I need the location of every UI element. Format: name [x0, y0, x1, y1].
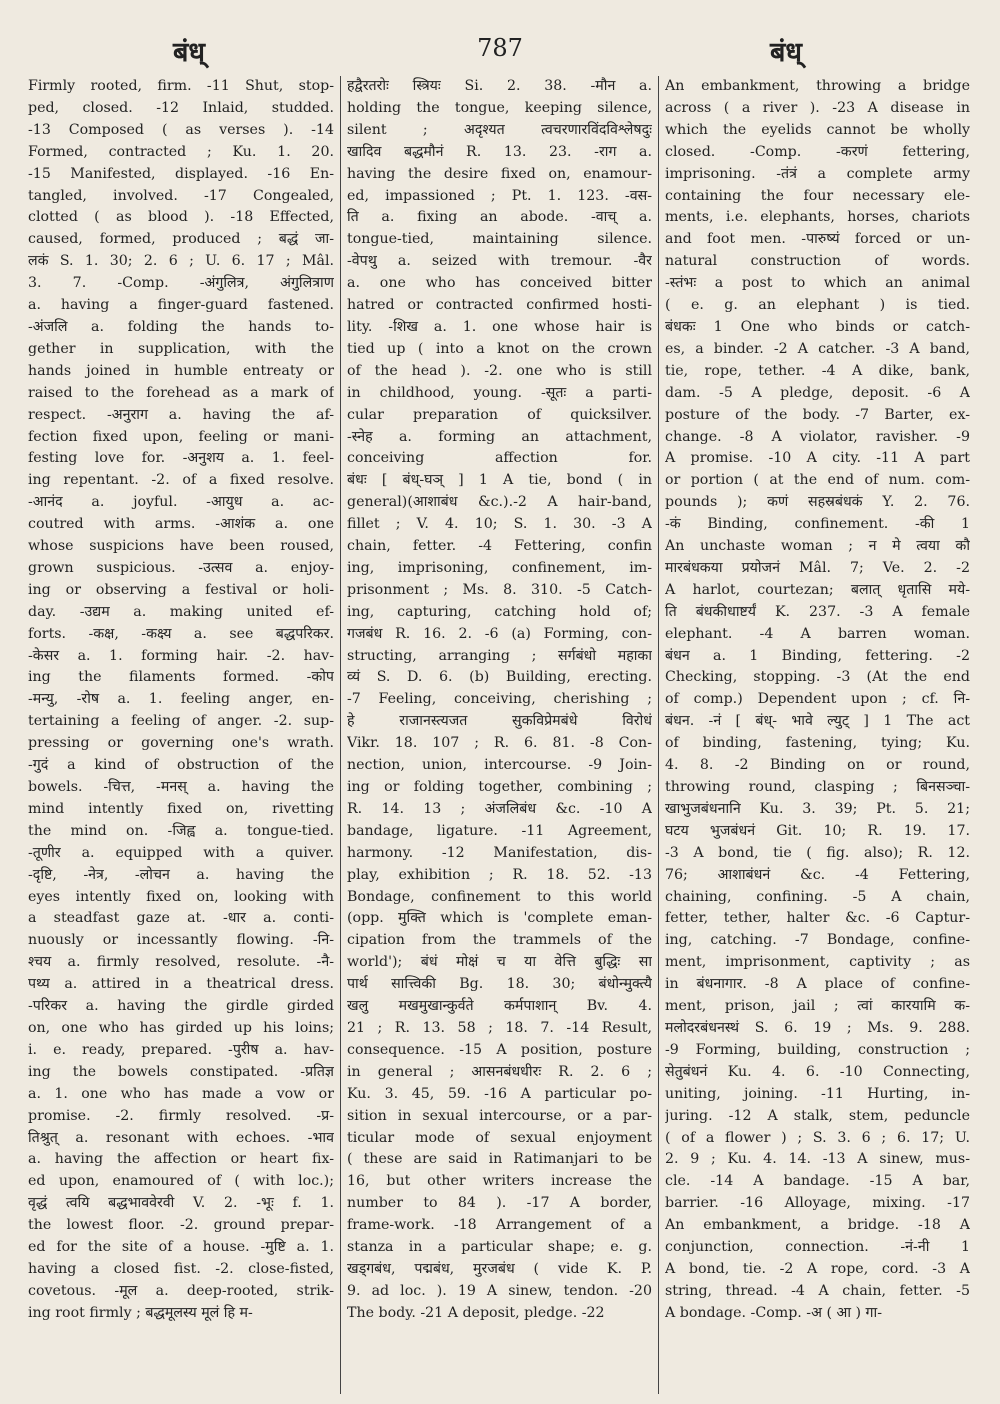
text-line: of comp.) Dependent upon ; cf. नि-: [665, 691, 970, 708]
text-line: natural construction of words.: [665, 253, 970, 270]
text-line: i. e. ready, prepared. -पुरीष a. hav-: [28, 1041, 334, 1058]
text-line: holding the tongue, keeping silence,: [347, 99, 652, 116]
text-line: मारबंधकया प्रयोजनं Mâl. 7; Ve. 2. -2: [665, 559, 970, 576]
text-line: es, a binder. -2 A catcher. -3 A band,: [665, 340, 970, 357]
text-line: ed for the site of a house. -मुष्टि a. 1.: [28, 1239, 334, 1256]
text-line: -वेपथु a. seized with tremour. -वैर: [347, 253, 652, 270]
text-line: on, one who has girded up his loins;: [28, 1019, 334, 1036]
text-line: ing or observing a festival or holi-: [28, 581, 334, 598]
text-line: respect. -अनुराग a. having the af-: [28, 406, 334, 423]
text-line: घटय भुजबंधनं Git. 10; R. 19. 17.: [665, 822, 970, 839]
running-headword-left: बंध्: [173, 37, 206, 68]
text-line: number to 84 ). -17 A border,: [347, 1195, 652, 1212]
text-line: -आनंद a. joyful. -आयुध a. ac-: [28, 494, 334, 511]
text-line: 21 ; R. 13. 58 ; 18. 7. -14 Result,: [347, 1019, 652, 1036]
text-line: ticular mode of sexual enjoyment: [347, 1129, 652, 1146]
text-line: closed. -Comp. -करणं fettering,: [665, 143, 970, 160]
text-line: An unchaste woman ; न मे त्वया कौ: [665, 538, 970, 555]
text-line: ing, capturing, catching hold of;: [347, 603, 652, 620]
text-line: the lowest floor. -2. ground prepar-: [28, 1217, 334, 1234]
text-line: barrier. -16 Alloyage, mixing. -17: [665, 1195, 970, 1212]
text-line: a. having the affection or heart fix-: [28, 1151, 334, 1168]
text-line: ( these are said in Ratimanjari to be: [347, 1151, 652, 1168]
text-line: ing, catching. -7 Bondage, confine-: [665, 932, 970, 949]
text-line: तिश्रुत् a. resonant with echoes. -भाव: [28, 1129, 334, 1146]
text-line: ing root firmly ; बद्धमूलस्य मूलं हि म-: [28, 1304, 253, 1321]
text-line: the mind on. -जिह्व a. tongue-tied.: [28, 822, 334, 839]
text-line: a. 1. one who has made a vow or: [28, 1085, 334, 1102]
page-header: [28, 32, 972, 72]
text-line: Ku. 3. 45, 59. -16 A particular po-: [347, 1085, 652, 1102]
text-line: a. one who has conceived bitter: [347, 275, 652, 292]
text-line: conceiving affection for.: [347, 450, 652, 467]
text-line: -अंजलि a. folding the hands to-: [28, 318, 334, 335]
text-line: -मन्यु, -रोष a. 1. feeling anger, en-: [28, 691, 334, 708]
text-line: -9 Forming, building, construction ;: [665, 1041, 970, 1058]
text-line: tie, rope, tether. -4 A dike, bank,: [665, 362, 970, 379]
text-line: prisonment ; Ms. 8. 310. -5 Catch-: [347, 581, 652, 598]
text-line: festing love for. -अनुशय a. 1. feel-: [28, 450, 334, 467]
text-line: coutred with arms. -आशंक a. one: [28, 516, 334, 533]
text-line: of the head ). -2. one who is still: [347, 362, 652, 379]
text-line: -स्नेह a. forming an attachment,: [347, 428, 652, 445]
text-line: 16, but other writers increase the: [347, 1173, 652, 1190]
text-line: An embankment, throwing a bridge: [665, 78, 970, 94]
text-line: A promise. -10 A city. -11 A part: [665, 450, 970, 467]
text-line: gether in supplication, with the: [28, 340, 334, 357]
text-line: play, exhibition ; R. 18. 52. -13: [347, 866, 652, 883]
text-line: ing, imprisoning, confinement, im-: [347, 559, 652, 576]
text-line: consequence. -15 A position, posture: [347, 1041, 652, 1058]
text-line: A harlot, courtezan; बलात् धृतासि मये-: [665, 581, 970, 598]
text-line: change. -8 A violator, ravisher. -9: [665, 428, 970, 445]
running-headword-right: बंध्: [769, 37, 802, 68]
text-line: uniting, joining. -11 Hurting, in-: [665, 1085, 970, 1102]
text-line: throwing round, clasping ; बिनसञ्चा-: [665, 779, 970, 795]
text-line: ment, imprisonment, captivity ; as: [665, 954, 970, 971]
text-line: structing, arranging ; सर्गबंधो महाका: [347, 647, 652, 664]
text-line: fetter, tether, halter &c. -6 Captur-: [665, 910, 970, 927]
text-line: सेतुबंधनं Ku. 4. 6. -10 Connecting,: [665, 1063, 970, 1080]
text-line: harmony. -12 Manifestation, dis-: [347, 844, 652, 861]
text-line: dam. -5 A pledge, deposit. -6 A: [665, 384, 970, 401]
text-line: cular preparation of quicksilver.: [347, 406, 652, 423]
text-line: fection fixed upon, feeling or mani-: [28, 428, 334, 445]
text-line: whose suspicions have been roused,: [28, 538, 334, 555]
text-line: बंधन a. 1 Binding, fettering. -2: [665, 647, 970, 664]
text-line: Bondage, confinement to this world: [347, 888, 652, 905]
text-line: chain, fetter. -4 Fettering, confin: [347, 538, 652, 555]
text-line: stanza in a particular shape; e. g.: [347, 1239, 652, 1256]
text-line: ment, prison, jail ; त्वां कारयामि क-: [665, 998, 970, 1015]
text-line: mind intently fixed on, rivetting: [28, 800, 334, 817]
text-line: eyes intently fixed on, looking with: [28, 888, 334, 905]
text-line: nection, union, intercourse. -9 Join-: [347, 757, 652, 774]
text-line: juring. -12 A stalk, stem, peduncle: [665, 1107, 970, 1124]
text-line: ति a. fixing an abode. -वाच् a.: [347, 209, 652, 226]
text-line: ing or folding together, combining ;: [347, 779, 652, 795]
text-line: in बंधनागार. -8 A place of confine-: [665, 976, 970, 993]
text-line: ing the bowels constipated. -प्रतिज्ञ: [28, 1063, 334, 1080]
text-line: खड्गबंध, पद्मबंध, मुरजबंध ( vide K. P.: [347, 1260, 652, 1277]
text-line: covetous. -मूल a. deep-rooted, strik-: [28, 1282, 334, 1299]
text-line: bowels. -चित्त, -मनस् a. having the: [28, 779, 334, 795]
text-line: hands joined in humble entreaty or: [28, 362, 334, 379]
text-line: day. -उद्यम a. making united ef-: [28, 603, 334, 620]
text-line: forts. -कक्ष, -कक्ष्य a. see बद्धपरिकर.: [28, 625, 334, 642]
text-line: hatred or contracted confirmed hosti-: [347, 297, 652, 314]
text-line: -तूणीर a. equipped with a quiver.: [28, 844, 334, 861]
text-line: posture of the body. -7 Barter, ex-: [665, 406, 970, 423]
text-line: general)(आशाबंध &c.).-2 A hair-band,: [347, 494, 652, 511]
text-line: R. 14. 13 ; अंजलिबंध &c. -10 A: [347, 800, 652, 817]
text-line: पथ्य a. attired in a theatrical dress.: [28, 976, 334, 993]
text-line: 76; आशाबंधनं &c. -4 Fettering,: [665, 866, 970, 883]
text-line: cipation from the trammels of the: [347, 932, 652, 949]
text-columns: [22, 76, 978, 1394]
text-line: tangled, involved. -17 Congealed,: [28, 187, 334, 204]
text-line: -15 Manifested, displayed. -16 En-: [28, 165, 334, 182]
text-line: and foot men. -पारुष्यं forced or un-: [665, 231, 970, 248]
text-line: grown suspicious. -उत्सव a. enjoy-: [28, 559, 334, 576]
text-line: 4. 8. -2 Binding on or round,: [665, 757, 970, 774]
text-line: बंधन. -नं [ बंध्- भावे ल्युट् ] 1 The act: [665, 713, 970, 730]
text-line: caused, formed, produced ; बद्धं जा-: [28, 231, 334, 248]
text-line: Formed, contracted ; Ku. 1. 20.: [28, 143, 334, 160]
text-line: silent ; अदृश्यत त्वचरणारविंदविश्लेषदुः: [347, 121, 652, 138]
page-number: 787: [477, 34, 523, 62]
text-line: across ( a river ). -23 A disease in: [665, 99, 970, 116]
text-line: conjunction, connection. -नं-नी 1: [665, 1239, 970, 1256]
text-line: 9. ad loc. ). 19 A sinew, tendon. -20: [347, 1282, 652, 1299]
text-line: ed upon, enamoured of ( with loc.);: [28, 1173, 334, 1190]
text-line: string, thread. -4 A chain, fetter. -5: [665, 1282, 970, 1299]
text-line: sition in sexual intercourse, or a par-: [347, 1107, 652, 1124]
text-line: श्चय a. firmly resolved, resolute. -नै-: [28, 954, 334, 971]
text-line: in general ; आसनबंधधीरः R. 2. 6 ;: [347, 1063, 652, 1080]
text-line: ed, impassioned ; Pt. 1. 123. -वस-: [347, 187, 652, 204]
text-line: ing repentant. -2. of a fixed resolve.: [28, 472, 334, 489]
text-line: lity. -शिख a. 1. one whose hair is: [347, 318, 652, 335]
text-line: promise. -2. firmly resolved. -प्र-: [28, 1107, 334, 1124]
text-line: -केसर a. 1. forming hair. -2. hav-: [28, 647, 334, 664]
text-line: ing the filaments formed. -कोप: [28, 669, 334, 686]
text-line: खादिव बद्धमौनं R. 13. 23. -राग a.: [347, 143, 652, 160]
text-line: nuously or incessantly flowing. -नि-: [28, 932, 334, 949]
text-line: -7 Feeling, conceiving, cherishing ;: [347, 691, 652, 708]
text-line: Vikr. 18. 107 ; R. 6. 81. -8 Con-: [347, 735, 652, 752]
text-line: bandage, ligature. -11 Agreement,: [347, 822, 652, 839]
text-line: ति बंधकीधाष्टर्यं K. 237. -3 A female: [665, 603, 970, 620]
text-line: बंधः [ बंध्-घञ् ] 1 A tie, bond ( in: [347, 472, 652, 489]
text-line: tertaining a feeling of anger. -2. sup-: [28, 713, 334, 730]
text-line: हद्वैरतरोः स्त्रियः Si. 2. 38. -मौन a.: [347, 78, 652, 94]
text-line: -परिकर a. having the girdle girded: [28, 998, 334, 1015]
text-line: -कं Binding, confinement. -की 1: [665, 516, 970, 533]
text-line: pounds ); कणं सहस्रबंधकं Y. 2. 76.: [665, 494, 970, 511]
text-line: chaining, confining. -5 A chain,: [665, 888, 970, 905]
text-line: Checking, stopping. -3 (At the end: [665, 669, 970, 686]
text-line: having the desire fixed on, enamour-: [347, 165, 652, 182]
column-right: [658, 76, 976, 1394]
text-line: elephant. -4 A barren woman.: [665, 625, 970, 642]
text-line: -3 A bond, tie ( fig. also); R. 12.: [665, 844, 970, 861]
text-line: tongue-tied, maintaining silence.: [347, 231, 652, 248]
text-line: ped, closed. -12 Inlaid, studded.: [28, 99, 334, 116]
text-line: or portion ( at the end of num. com-: [665, 472, 970, 489]
text-line: An embankment, a bridge. -18 A: [665, 1217, 970, 1234]
text-line: लकं S. 1. 30; 2. 6 ; U. 6. 17 ; Mâl.: [28, 253, 334, 270]
column-middle: [340, 76, 658, 1394]
text-line: बंधकः 1 One who binds or catch-: [665, 318, 970, 335]
text-line: 3. 7. -Comp. -अंगुलित्र, अंगुलित्राण: [28, 275, 334, 292]
text-line: which the eyelids cannot be wholly: [665, 121, 970, 138]
text-line: गजबंध R. 16. 2. -6 (a) Forming, con-: [347, 625, 652, 642]
text-line: -स्तंभः a post to which an animal: [665, 275, 970, 292]
text-line: raised to the forehead as a mark of: [28, 384, 334, 401]
text-line: पार्थ सात्त्विकी Bg. 18. 30; बंधोन्मुक्त्यै: [347, 976, 652, 993]
text-line: frame-work. -18 Arrangement of a: [347, 1217, 652, 1234]
text-line: 2. 9 ; Ku. 4. 14. -13 A sinew, mus-: [665, 1151, 970, 1168]
text-line: containing the four necessary ele-: [665, 187, 970, 204]
text-line: in childhood, young. -सूतः a parti-: [347, 384, 652, 401]
text-line: व्यं S. D. 6. (b) Building, erecting.: [347, 669, 652, 686]
text-line: Firmly rooted, firm. -11 Shut, stop-: [28, 78, 334, 94]
text-line: a steadfast gaze at. -धार a. conti-: [28, 910, 334, 927]
text-line: A bond, tie. -2 A rope, cord. -3 A: [665, 1260, 970, 1277]
text-line: fillet ; V. 4. 10; S. 1. 30. -3 A: [347, 516, 652, 533]
text-line: A bondage. -Comp. -अ ( आ ) गा-: [665, 1304, 882, 1321]
text-line: हे राजानस्त्यजत सुकविप्रेमबंधे विरोधं: [347, 713, 652, 730]
text-line: वृद्धं त्वयि बद्धभाववेरवी V. 2. -भूः f. 1.: [28, 1195, 334, 1212]
text-line: of binding, fastening, tying; Ku.: [665, 735, 970, 752]
text-line: clotted ( as blood ). -18 Effected,: [28, 209, 334, 226]
text-line: -गुदं a kind of obstruction of the: [28, 757, 334, 774]
text-line: खलु मखमुखान्कुर्वते कर्मपाशान् Bv. 4.: [347, 998, 652, 1015]
text-line: ments, i.e. elephants, horses, chariots: [665, 209, 970, 226]
text-line: imprisoning. -तंत्रं a complete army: [665, 165, 970, 182]
text-line: मलोदरबंधनस्थं S. 6. 19 ; Ms. 9. 288.: [665, 1019, 970, 1036]
text-line: -दृष्टि, -नेत्र, -लोचन a. having the: [28, 866, 334, 883]
text-line: a. having a finger-guard fastened.: [28, 297, 334, 314]
column-left: [22, 76, 340, 1394]
text-line: having a closed fist. -2. close-fisted,: [28, 1260, 334, 1277]
text-line: world'); बंधं मोक्षं च या वेत्ति बुद्धिः सा: [347, 954, 652, 971]
text-line: cle. -14 A bandage. -15 A bar,: [665, 1173, 970, 1190]
text-line: ( of a flower ) ; S. 3. 6 ; 6. 17; U.: [665, 1129, 970, 1146]
text-line: खाभुजबंधनानि Ku. 3. 39; Pt. 5. 21;: [665, 800, 970, 817]
text-line: tied up ( into a knot on the crown: [347, 340, 652, 357]
text-line: -13 Composed ( as verses ). -14: [28, 121, 334, 138]
text-line: ( e. g. an elephant ) is tied.: [665, 297, 970, 314]
text-line: The body. -21 A deposit, pledge. -22: [347, 1304, 605, 1321]
text-line: pressing or governing one's wrath.: [28, 735, 334, 752]
text-line: (opp. मुक्ति which is 'complete eman-: [347, 910, 652, 927]
